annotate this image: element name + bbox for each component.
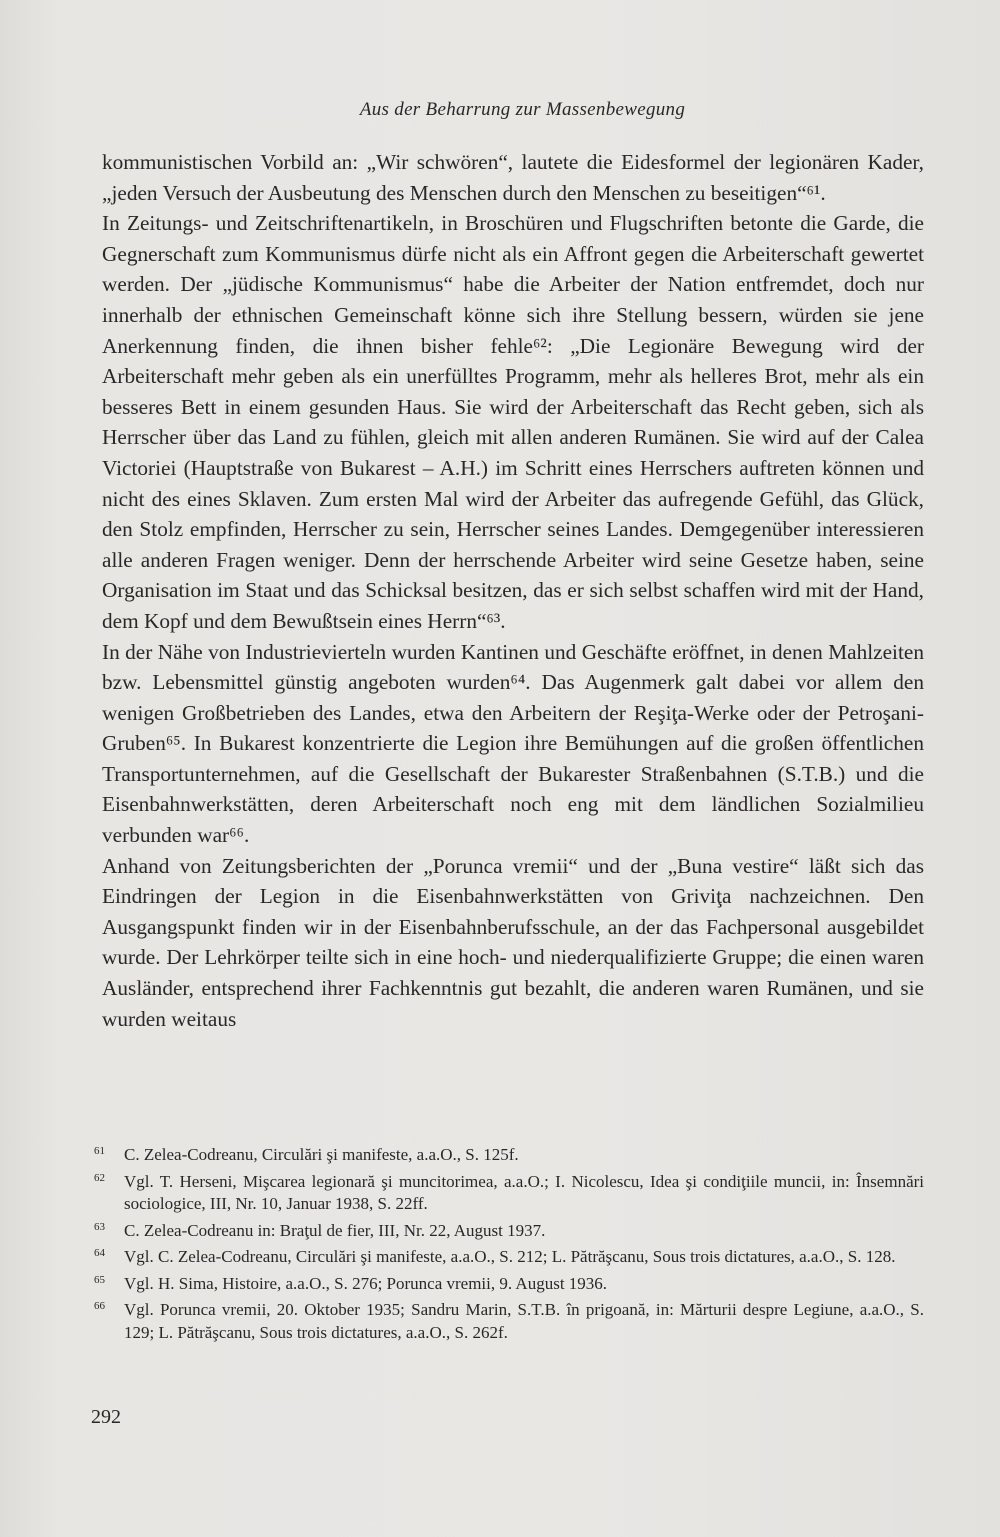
footnote-number: 65 xyxy=(94,1273,105,1286)
paragraph-1: kommunistischen Vorbild an: „Wir schwören“, lautete die Eidesformel der legionären Kader, „jeden Versuch der Ausbeutung des Menschen durch den Menschen zu beseitigen“⁶¹. xyxy=(102,150,924,205)
footnote-text: Vgl. Porunca vremii, 20. Oktober 1935; Sandru Marin, S.T.B. în prigoană, in: Mărturii despre Legiune, a.a.O., S. 129; L. Pătrăşcanu, Sous trois dictatures, a.a.O., S. 262f. xyxy=(124,1300,924,1342)
footnote-66 xyxy=(94,1295,924,1344)
footnote-number: 63 xyxy=(94,1220,105,1233)
footnote-number: 66 xyxy=(94,1300,105,1312)
page-number: 292 xyxy=(91,1406,121,1428)
footnote-62 xyxy=(94,1167,924,1216)
footnote-text: C. Zelea-Codreanu, Circulări şi manifeste, a.a.O., S. 125f. xyxy=(124,1145,519,1164)
footnote-number: 61 xyxy=(94,1145,105,1157)
footnote-61 xyxy=(94,1140,924,1167)
footnotes xyxy=(94,1140,924,1344)
footnote-64 xyxy=(94,1242,924,1269)
footnote-text: Vgl. C. Zelea-Codreanu, Circulări şi manifeste, a.a.O., S. 212; L. Pătrăşcanu, Sous trois dictatures, a.a.O., S. 128. xyxy=(124,1247,896,1266)
paragraph-2: In Zeitungs- und Zeitschriftenartikeln, in Broschüren und Flugschriften betonte die Garde, die Gegnerschaft zum Kommunismus dürfe nicht als ein Affront gegen die Arbeiterschaft gewertet werden. Der „jüdische Kommunismus“ habe die Arbeiter der Nation entfremdet, doch nur innerhalb der ethnischen Gemeinschaft könne sich ihre Stellung bessern, würden sie jene Anerkennung finden, die ihnen bisher fehle⁶²: „Die Legionäre Bewegung wird der Arbeiterschaft mehr geben als ein unerfülltes Programm, mehr als helleres Brot, mehr als ein besseres Bett in einem gesunden Haus. Sie wird der Arbeiterschaft das Recht geben, sich als Herrscher über das Land zu fühlen, gleich mit allen anderen Rumänen. Sie wird auf der Calea Victoriei (Hauptstraße von Bukarest – A.H.) im Schritt eines Herrschers auftreten können und nicht des eines Sklaven. Zum ersten Mal wird der Arbeiter das aufregende Gefühl, das Glück, den Stolz empfinden, Herrscher zu sein, Herrscher seines Landes. Demgegenüber interessieren alle anderen Fragen weniger. Denn der herrschende Arbeiter wird seine Gesetze haben, seine Organisation im Staat und das Schicksal besitzen, das er sich selbst schaffen wird mit der Hand, dem Kopf und dem Bewußtsein eines Herrn“⁶³. xyxy=(102,211,924,633)
footnote-text: Vgl. T. Herseni, Mişcarea legionară şi muncitorimea, a.a.O.; I. Nicolescu, Idea şi condiţiile muncii, in: Însemnări sociologice, III, Nr. 10, Januar 1938, S. 22ff. xyxy=(124,1171,924,1213)
footnote-63 xyxy=(94,1216,924,1243)
running-head: Aus der Beharrung zur Massenbewegung xyxy=(359,99,686,120)
footnote-text: C. Zelea-Codreanu in: Braţul de fier, III, Nr. 22, August 1937. xyxy=(124,1220,546,1240)
paragraph-3: In der Nähe von Industrievierteln wurden Kantinen und Geschäfte eröffnet, in denen Mahlzeiten bzw. Lebensmittel günstig angeboten wurden⁶⁴. Das Augenmerk galt dabei vor allem den wenigen Großbetrieben des Landes, etwa den Arbeitern der Reşiţa-Werke oder der Petroşani-Gruben⁶⁵. In Bukarest konzentrierte die Legion ihre Bemühungen auf die großen öffentlichen Transportunternehmen, auf die Gesellschaft der Bukarester Straßenbahnen (S.T.B.) und die Eisenbahnwerkstätten, deren Arbeiterschaft noch eng mit dem ländlichen Sozialmilieu verbunden war⁶⁶. xyxy=(102,639,924,848)
footnote-number: 62 xyxy=(94,1171,105,1184)
footnote-number: 64 xyxy=(94,1247,105,1259)
body-text xyxy=(102,147,924,1034)
paragraph-4: Anhand von Zeitungsberichten der „Poruncа vremii“ und der „Buna vestire“ läßt sich das Eindringen der Legion in die Eisenbahnwerkstätten von Griviţa nachzeichnen. Den Ausgangspunkt finden wir in der Eisenbahnberufsschule, an der das Fachpersonal ausgebildet wurde. Der Lehrkörper teilte sich in eine hoch- und niederqualifizierte Gruppe; die einen waren Ausländer, entsprechend ihrer Fachkenntnis gut bezahlt, die anderen waren Rumänen, und sie wurden weitaus xyxy=(102,853,924,1031)
footnote-text: Vgl. H. Sima, Histoire, a.a.O., S. 276; Porunca vremii, 9. August 1936. xyxy=(124,1273,608,1293)
footnote-65 xyxy=(94,1269,924,1296)
